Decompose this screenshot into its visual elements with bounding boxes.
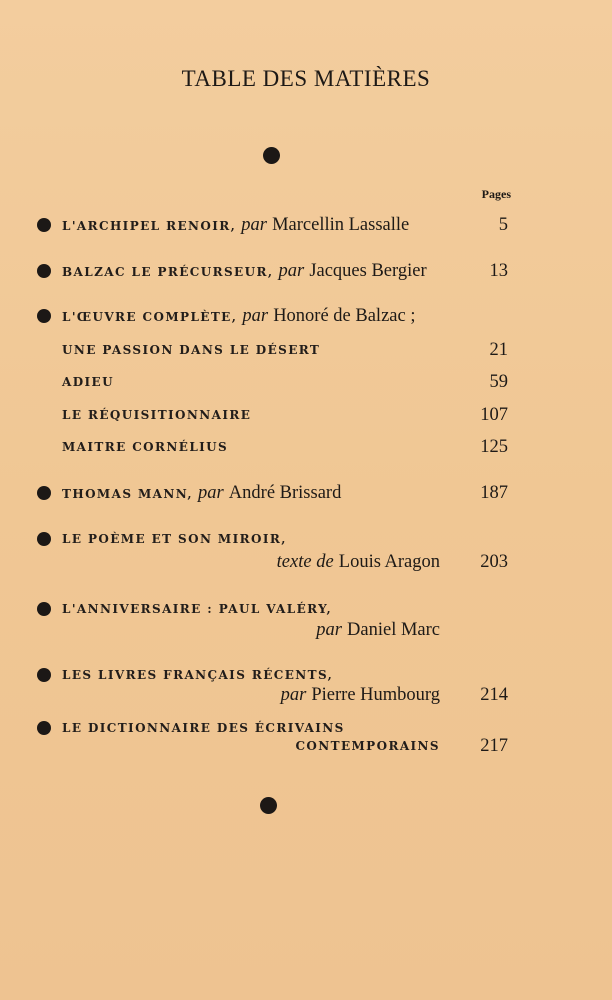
toc-entry-poeme-author-line[interactable] bbox=[0, 550, 612, 574]
entry-page: 125 bbox=[480, 437, 508, 457]
entry-by: par bbox=[242, 306, 269, 326]
toc-subentry-requisitionnaire[interactable] bbox=[0, 403, 612, 427]
bullet-icon bbox=[37, 532, 51, 546]
entry-title: L'ANNIVERSAIRE : PAUL VALÉRY, bbox=[62, 602, 333, 616]
entry-page: 5 bbox=[498, 215, 508, 235]
bullet-icon bbox=[37, 486, 51, 500]
entry-by: par bbox=[280, 685, 307, 705]
bullet-icon bbox=[37, 721, 51, 735]
toc-entry-anniversaire-author-line[interactable] bbox=[0, 618, 612, 642]
pages-column-label: Pages bbox=[481, 187, 511, 201]
entry-title-continued: CONTEMPORAINS bbox=[295, 739, 440, 753]
entry-author: Daniel Marc bbox=[347, 620, 440, 640]
toc-entry-oeuvre-complete[interactable] bbox=[0, 304, 612, 328]
bullet-icon bbox=[37, 218, 51, 232]
toc-entry-balzac-precurseur[interactable] bbox=[0, 259, 612, 283]
entry-title: LES LIVRES FRANÇAIS RÉCENTS, bbox=[62, 668, 334, 682]
entry-author: Honoré de Balzac ; bbox=[273, 306, 416, 326]
entry-author: André Brissard bbox=[228, 483, 342, 503]
entry-title: L'ŒUVRE COMPLÈTE, bbox=[62, 310, 238, 324]
entry-page: 214 bbox=[480, 685, 508, 705]
entry-title: MAITRE CORNÉLIUS bbox=[62, 440, 229, 454]
top-ornament-dot bbox=[263, 147, 280, 164]
bullet-icon bbox=[37, 602, 51, 616]
entry-page: 217 bbox=[480, 736, 508, 756]
toc-entry-renoir[interactable] bbox=[0, 213, 612, 237]
page-title: TABLE DES MATIÈRES bbox=[181, 66, 431, 91]
toc-subentry-adieu[interactable] bbox=[0, 370, 612, 394]
toc-entry-poeme[interactable] bbox=[0, 527, 612, 551]
entry-by: par bbox=[198, 483, 224, 503]
entry-page: 59 bbox=[489, 372, 508, 392]
toc-entry-livres-author-line[interactable] bbox=[0, 683, 612, 707]
entry-page: 21 bbox=[489, 340, 508, 360]
entry-by: par bbox=[278, 261, 305, 281]
bottom-ornament-dot bbox=[260, 797, 277, 814]
bullet-icon bbox=[37, 309, 51, 323]
entry-author: Pierre Humbourg bbox=[311, 685, 440, 705]
entry-page: 107 bbox=[480, 405, 508, 425]
entry-author: Louis Aragon bbox=[338, 552, 440, 572]
toc-subentry-cornelius[interactable] bbox=[0, 435, 612, 459]
entry-page: 203 bbox=[480, 552, 508, 572]
entry-author: Jacques Bergier bbox=[309, 261, 427, 281]
bullet-icon bbox=[37, 668, 51, 682]
entry-title: BALZAC LE PRÉCURSEUR, bbox=[62, 265, 274, 279]
bullet-icon bbox=[37, 264, 51, 278]
entry-page: 13 bbox=[489, 261, 508, 281]
entry-by: par bbox=[316, 620, 342, 640]
entry-title: THOMAS MANN, bbox=[62, 487, 193, 501]
toc-entry-dictionnaire-line2[interactable] bbox=[0, 734, 612, 758]
entry-page: 187 bbox=[480, 483, 508, 503]
entry-title: LE DICTIONNAIRE DES ÉCRIVAINS bbox=[62, 721, 345, 735]
entry-by: par bbox=[241, 215, 267, 235]
entry-title: ADIEU bbox=[62, 375, 114, 389]
entry-by: texte de bbox=[276, 552, 334, 572]
entry-title: LE POÈME ET SON MIROIR, bbox=[62, 532, 287, 546]
toc-entry-thomas-mann[interactable] bbox=[0, 481, 612, 505]
entry-title: LE RÉQUISITIONNAIRE bbox=[62, 408, 252, 422]
entry-author: Marcellin Lassalle bbox=[272, 215, 410, 235]
entry-title: UNE PASSION DANS LE DÉSERT bbox=[62, 343, 321, 357]
entry-title: L'ARCHIPEL RENOIR, bbox=[62, 219, 237, 233]
toc-subentry-passion[interactable] bbox=[0, 338, 612, 362]
